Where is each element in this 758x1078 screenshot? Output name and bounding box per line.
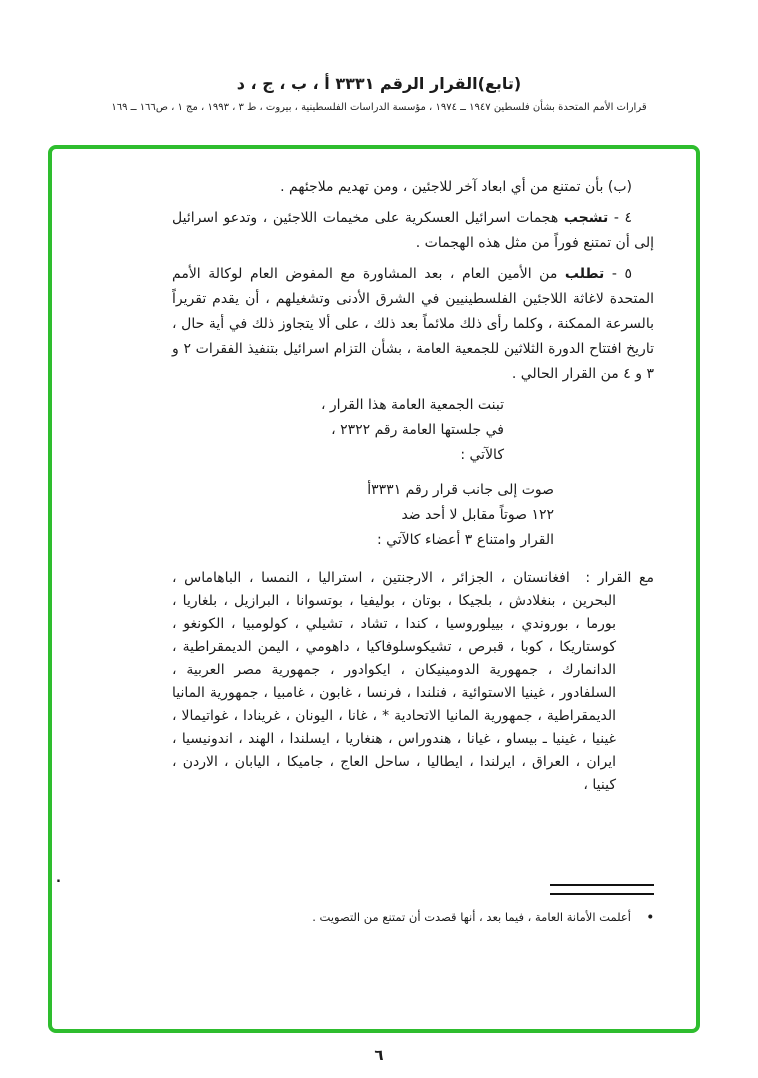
- vote-result-block: [172, 478, 554, 553]
- paragraph-text: ٥ -: [604, 266, 632, 282]
- vote-result-line: صوت إلى جانب قرار رقم ٣٣٣١أ: [367, 482, 554, 498]
- paragraph-keyword: تطلب: [564, 266, 605, 282]
- stray-dot: .: [56, 871, 61, 886]
- paragraph: [172, 262, 654, 387]
- paragraph-text: (ب) بأن تمتنع من أي ابعاد آخر للاجئين ، ومن تهديم ملاجئهم .: [280, 179, 632, 195]
- document-body: [172, 175, 654, 797]
- footnote-area: [172, 884, 654, 926]
- footnote-bullet: •: [646, 910, 654, 924]
- paragraph: [172, 175, 654, 200]
- adoption-line: تبنت الجمعية العامة هذا القرار ،: [320, 397, 504, 413]
- resolution-title: (تابع)القرار الرقم ٣٣٣١ أ ، ب ، ج ، د: [236, 74, 522, 93]
- paragraph-text: من الأمين العام ، بعد المشاورة مع المفوض العام لوكالة الأمم المتحدة لاغاثة اللاجئين الفلسطينيين في الشرق الأدنى وتشغيلهم ، أن يقدم تقريراً بالسرعة الممكنة ، وكلما رأى ذلك ملائماً بعد ذلك ، على ألا يتجاوز ذلك في أية حال ، تاريخ افتتاح الدورة الثلاثين للجمعية العامة ، بشأن التزام اسرائيل بتنفيذ الفقرات ٢ و ٣ و ٤ من القرار الحالي .: [172, 266, 654, 382]
- highlight-border-box: [48, 145, 700, 1033]
- page-number: ٦: [374, 1046, 384, 1064]
- vote-label: مع القرار :: [585, 570, 654, 586]
- paragraphs-block: [172, 175, 654, 387]
- adoption-line: في جلستها العامة رقم ٢٣٢٢ ،: [331, 422, 504, 438]
- footnote: [172, 908, 654, 926]
- vote-list: [172, 567, 654, 797]
- source-citation: قرارات الأمم المتحدة بشأن فلسطين ١٩٤٧ ــ ١٩٧٤ ، مؤسسة الدراسات الفلسطينية ، بيروت ، ط ٣ ، ١٩٩٣ ، مج ١ ، ص١٦٦ ــ ١٦٩: [111, 102, 647, 113]
- page-header: [0, 74, 758, 113]
- paragraph: [172, 206, 654, 256]
- footnote-text: أعلمت الأمانة العامة ، فيما بعد ، أنها قصدت أن تمتنع من التصويت .: [312, 910, 631, 924]
- footnote-rule-top: [550, 884, 654, 886]
- vote-result-line: ١٢٢ صوتاً مقابل لا أحد ضد: [401, 507, 554, 523]
- paragraph-text: ٤ -: [608, 210, 633, 226]
- adoption-block: [172, 393, 504, 468]
- paragraph-keyword: تشجب: [563, 210, 609, 226]
- vote-result-line: القرار وامتناع ٣ أعضاء كالآتي :: [376, 532, 554, 548]
- paragraph-text: هجمات اسرائيل العسكرية على مخيمات اللاجئين ، وتدعو اسرائيل إلى أن تمتنع فوراً من مثل هذه الهجمات .: [172, 210, 654, 251]
- adoption-line: كالآتي :: [460, 447, 504, 463]
- vote-countries: افغانستان ، الجزائر ، الارجنتين ، استراليا ، النمسا ، الباهاماس ، البحرين ، بنغلادش ، بلجيكا ، بوتان ، بوليفيا ، بوتسوانا ، البرازيل ، بلغاريا ، بورما ، بوروندي ، بييلوروسيا ، كندا ، تشاد ، تشيلي ، كولومبيا ، الكونغو ، كوستاريكا ، كوبا ، قبرص ، تشيكوسلوفاكيا ، داهومي ، اليمن الديمقراطية ، الدانمارك ، جمهورية الدومينيكان ، ايكوادور ، جمهورية مصر العربية ، السلفادور ، غينيا الاستوائية ، فنلندا ، فرنسا ، غابون ، غامبيا ، جمهورية المانيا الديمقراطية ، جمهورية المانيا الاتحادية * ، غانا ، اليونان ، غرينادا ، غواتيمالا ، غينيا ، غينيا ـ بيساو ، غيانا ، هندوراس ، هنغاريا ، ايسلندا ، الهند ، اندونيسيا ، ايران ، العراق ، ايرلندا ، ايطاليا ، ساحل العاج ، جاميكا ، اليابان ، الاردن ، كينيا ،: [172, 570, 616, 793]
- footnote-rule-bottom: [550, 893, 654, 895]
